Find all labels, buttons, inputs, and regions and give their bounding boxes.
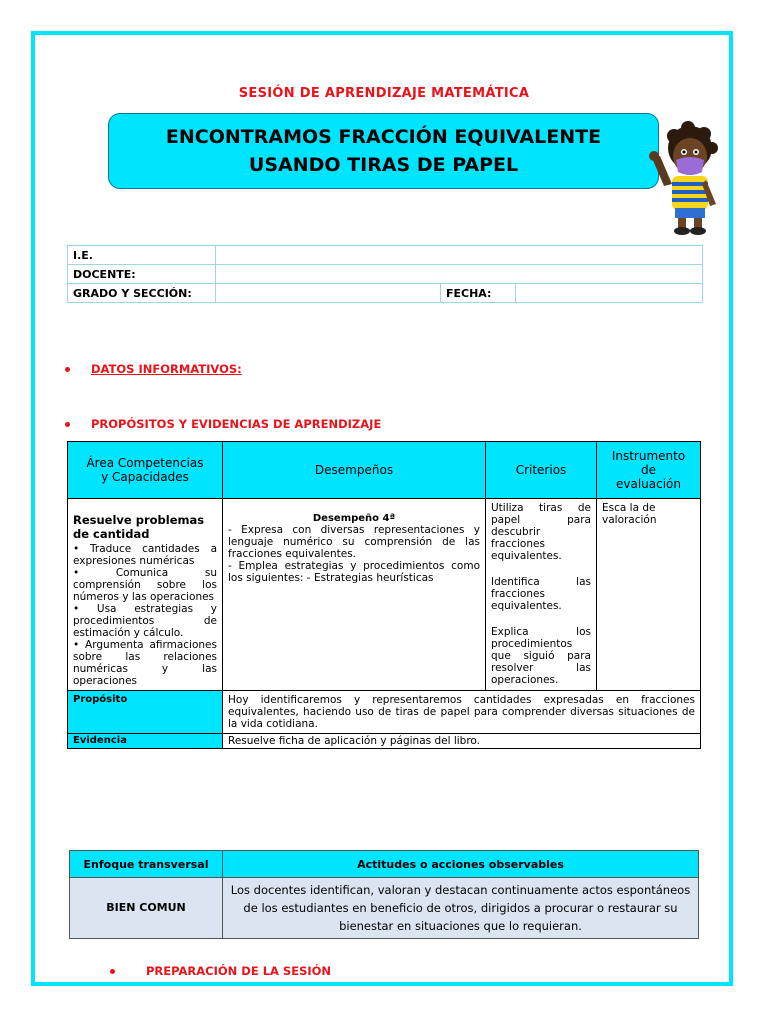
criterios-cell — [486, 499, 597, 691]
enfoque-row — [70, 878, 699, 939]
section-datos-label: DATOS INFORMATIVOS: — [91, 362, 242, 376]
enfoque-header-row — [70, 851, 699, 878]
header-area-line2: y Capacidades — [101, 470, 189, 484]
header-area-line1: Área Competencias — [86, 456, 204, 470]
banner-title-line-1: ENCONTRAMOS FRACCIÓN EQUIVALENTE — [165, 126, 602, 148]
header-area — [68, 442, 223, 499]
bullet-icon — [65, 422, 70, 427]
desempeno-item: - Emplea estrategias y procedimientos como los siguientes: - Estrategias heurísticas — [228, 560, 480, 584]
competence-cell — [68, 499, 223, 691]
fecha-field[interactable] — [516, 284, 703, 303]
info-row-grado — [68, 284, 703, 303]
info-table — [67, 245, 703, 303]
info-row-ie — [68, 246, 703, 265]
evidencia-text: Resuelve ficha de aplicación y páginas del libro. — [223, 734, 701, 749]
evidencia-row — [68, 734, 701, 749]
proposito-row — [68, 691, 701, 734]
instrumento-cell: Esca la de valoración — [597, 499, 701, 691]
ie-field[interactable] — [216, 246, 703, 265]
fecha-label: FECHA: — [441, 284, 516, 303]
title-banner — [108, 113, 659, 189]
bullet-icon — [65, 367, 70, 372]
criterio-item: Identifica las fracciones equivalentes. — [491, 576, 591, 612]
header-instrumento-line3: evaluación — [615, 477, 681, 491]
header-instrumento — [597, 442, 701, 499]
bullet-icon — [110, 969, 115, 974]
docente-field[interactable] — [216, 265, 703, 284]
evidencia-label: Evidencia — [68, 734, 223, 749]
banner-title-line-2: USANDO TIRAS DE PAPEL — [248, 154, 519, 176]
capacity-item: • Usa estrategias y procedimientos de estimación y cálculo. — [73, 603, 217, 639]
enfoque-header-right: Actitudes o acciones observables — [223, 851, 699, 878]
purpose-table — [67, 441, 701, 749]
purpose-table-body-row — [68, 499, 701, 691]
capacity-item: • Comunica su comprensión sobre los números y las operaciones — [73, 567, 217, 603]
section-propositos-label: PROPÓSITOS Y EVIDENCIAS DE APRENDIZAJE — [91, 417, 382, 431]
criterio-item: Utiliza tiras de papel para descubrir fracciones equivalentes. — [491, 502, 591, 562]
session-title: SESIÓN DE APRENDIZAJE MATEMÁTICA — [238, 86, 530, 101]
grado-label: GRADO Y SECCIÓN: — [68, 284, 216, 303]
header-instrumento-line2: de — [641, 463, 656, 477]
desempeno-item: - Expresa con diversas representaciones y lenguaje numérico su comprensión de las fracciones equivalentes. — [228, 524, 480, 560]
desempeno-cell — [223, 499, 486, 691]
proposito-text: Hoy identificaremos y representaremos cantidades expresadas en fracciones equivalentes, haciendo uso de tiras de papel para comprender diversas situaciones de la vida cotidiana. — [223, 691, 701, 734]
docente-label: DOCENTE: — [68, 265, 216, 284]
boy-with-mask-illustration — [642, 120, 732, 238]
desempeno-title: Desempeño 4ª — [312, 513, 396, 524]
header-criterios: Criterios — [486, 442, 597, 499]
criterio-item: Explica los procedimientos que siguió para resolver las operaciones. — [491, 626, 591, 686]
proposito-label: Propósito — [68, 691, 223, 734]
header-instrumento-line1: Instrumento — [611, 449, 686, 463]
competence-title: Resuelve problemas de cantidad — [73, 513, 205, 541]
capacity-item: • Argumenta afirmaciones sobre las relaciones numéricas y las operaciones — [73, 639, 217, 687]
grado-field[interactable] — [216, 284, 441, 303]
enfoque-text: Los docentes identifican, valoran y destacan continuamente actos espontáneos de los estudiantes en beneficio de otros, dirigidos a procurar o restaurar su bienestar en situaciones que lo requieran. — [223, 878, 699, 939]
capacity-item: • Traduce cantidades a expresiones numéricas — [73, 543, 217, 567]
ie-label: I.E. — [68, 246, 216, 265]
enfoque-header-left: Enfoque transversal — [70, 851, 223, 878]
purpose-table-header — [68, 442, 701, 499]
header-desempenos: Desempeños — [223, 442, 486, 499]
enfoque-label: BIEN COMUN — [70, 878, 223, 939]
info-row-docente — [68, 265, 703, 284]
enfoque-table — [69, 850, 699, 939]
section-preparacion-label: PREPARACIÓN DE LA SESIÓN — [146, 964, 332, 978]
